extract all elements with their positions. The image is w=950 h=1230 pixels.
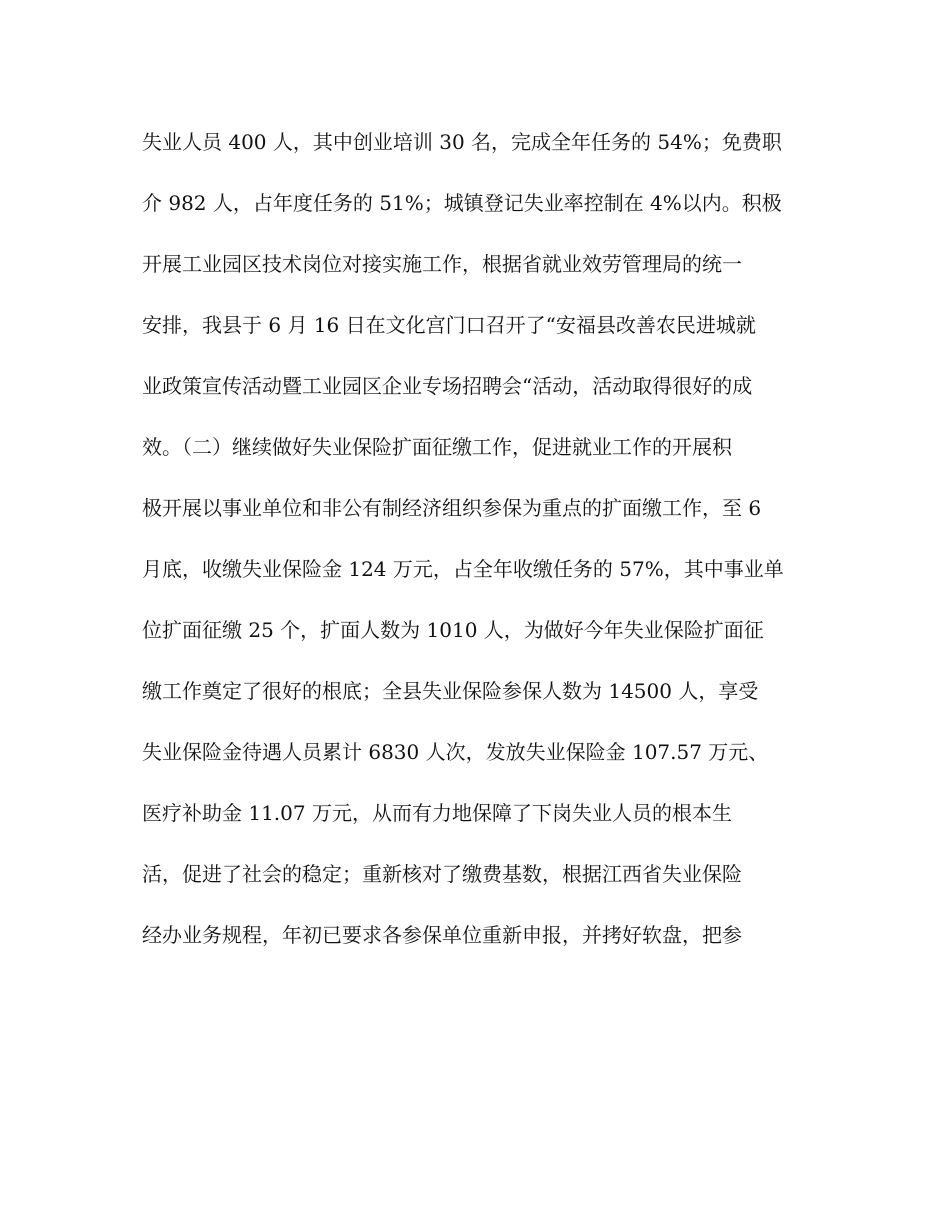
text-line-12: 医疗补助金 11.07 万元，从而有力地保障了下岗失业人员的根本生 bbox=[142, 801, 732, 825]
text-line-7: 极开展以事业单位和非公有制经济组织参保为重点的扩面缴工作，至 6 bbox=[142, 496, 762, 520]
text-line-1: 失业人员 400 人，其中创业培训 30 名，完成全年任务的 54%；免费职 bbox=[142, 130, 782, 154]
text-line-3: 开展工业园区技术岗位对接实施工作，根据省就业效劳管理局的统一 bbox=[142, 252, 742, 276]
text-line-5: 业政策宣传活动暨工业园区企业专场招聘会“活动，活动取得很好的成 bbox=[142, 374, 753, 398]
body-text bbox=[142, 124, 822, 978]
text-line-2: 介 982 人，占年度任务的 51%；城镇登记失业率控制在 4%以内。积极 bbox=[142, 191, 782, 215]
text-line-6: 效。（二）继续做好失业保险扩面征缴工作，促进就业工作的开展积 bbox=[142, 435, 732, 459]
text-line-11: 失业保险金待遇人员累计 6830 人次，发放失业保险金 107.57 万元、 bbox=[142, 740, 769, 764]
text-line-4: 安排，我县于 6 月 16 日在文化宫门口召开了“安福县改善农民进城就 bbox=[142, 313, 756, 337]
text-line-8: 月底，收缴失业保险金 124 万元，占全年收缴任务的 57%，其中事业单 bbox=[142, 557, 784, 581]
text-line-13: 活，促进了社会的稳定；重新核对了缴费基数，根据江西省失业保险 bbox=[142, 862, 742, 886]
text-line-14: 经办业务规程，年初已要求各参保单位重新申报，并拷好软盘，把参 bbox=[142, 923, 742, 947]
text-line-10: 缴工作奠定了很好的根底；全县失业保险参保人数为 14500 人，享受 bbox=[142, 679, 759, 703]
text-line-9: 位扩面征缴 25 个，扩面人数为 1010 人，为做好今年失业保险扩面征 bbox=[142, 618, 764, 642]
